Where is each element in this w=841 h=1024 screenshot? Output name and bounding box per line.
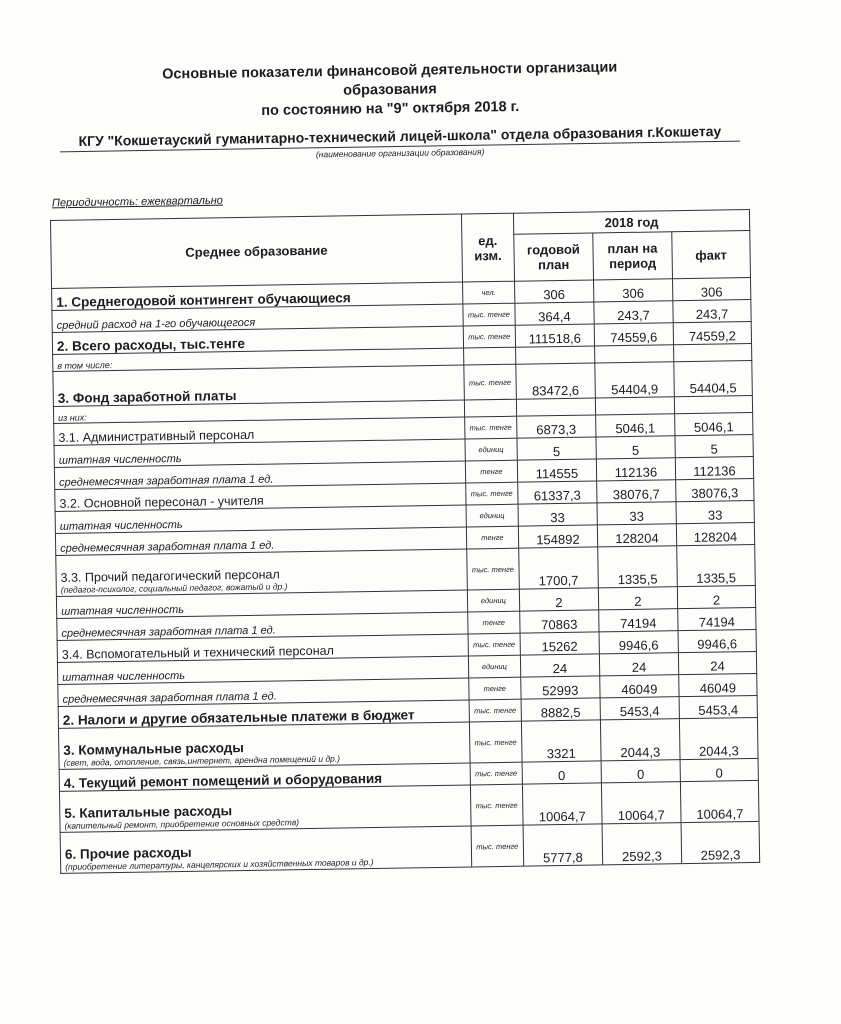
row-value-period: 306	[593, 279, 672, 302]
row-value-period	[595, 397, 674, 415]
row-value-period: 2592,3	[602, 823, 682, 865]
row-value-plan: 2	[519, 588, 598, 611]
row-unit: единиц	[466, 504, 518, 527]
header-name: Среднее образование	[51, 214, 463, 288]
row-value-plan: 154892	[518, 525, 597, 548]
periodicity-label: Периодичность: ежеквартально	[51, 194, 223, 210]
row-value-fact	[674, 395, 752, 413]
row-label: среднемесячная заработная плата 1 ед.	[60, 539, 275, 555]
indicators-table-wrapper	[50, 209, 760, 874]
row-value-period	[594, 345, 673, 363]
row-unit: единиц	[467, 589, 519, 612]
row-unit: тыс. тенге	[471, 825, 524, 867]
row-value-period: 128204	[597, 524, 676, 547]
row-unit: тыс. тенге	[470, 784, 523, 826]
row-value-plan: 0	[522, 761, 601, 784]
row-value-period: 74559,6	[594, 323, 673, 346]
row-unit: тыс. тенге	[464, 364, 517, 400]
header-fact: факт	[672, 231, 751, 279]
row-value-period: 5046,1	[596, 414, 675, 437]
row-unit: чел.	[462, 281, 514, 304]
row-sublabel: (свет, вода, отопление, связь,интернет, арендна помещений и др.)	[63, 753, 341, 768]
title-line-2: по состоянию на "9" октября 2018 г.	[261, 98, 520, 120]
row-unit	[463, 347, 515, 365]
row-unit: тыс. тенге	[469, 699, 521, 722]
row-value-fact: 2592,3	[681, 821, 760, 863]
row-unit: тыс. тенге	[463, 325, 515, 348]
row-unit: тыс. тенге	[470, 762, 522, 785]
row-value-period: 38076,7	[597, 480, 676, 503]
header-year: 2018 год	[513, 210, 749, 235]
row-label: в том числе:	[57, 360, 113, 371]
row-value-fact: 306	[672, 278, 750, 301]
row-label: из них:	[58, 412, 87, 423]
row-value-plan: 70863	[520, 610, 599, 633]
row-value-plan: 364,4	[515, 302, 594, 325]
row-value-period: 0	[601, 760, 680, 783]
row-sublabel: (приобретение литературы, канцелярских и хозяйственных товаров и др.)	[65, 856, 374, 872]
row-value-period: 10064,7	[601, 782, 681, 824]
row-value-fact: 5046,1	[675, 412, 753, 435]
row-value-period: 5453,4	[600, 697, 679, 720]
row-value-fact: 5453,4	[679, 695, 757, 718]
row-label: штатная численность	[58, 452, 182, 467]
row-label: средний расход на 1-го обучающегося	[56, 316, 256, 332]
row-label-cell	[60, 826, 471, 873]
row-value-plan: 52993	[521, 676, 600, 699]
row-unit: тенге	[465, 460, 517, 483]
row-value-period: 5	[596, 436, 675, 459]
row-value-fact: 9946,6	[678, 629, 756, 652]
row-value-period: 9946,6	[599, 631, 678, 654]
row-value-plan	[516, 398, 595, 416]
row-value-fact	[673, 343, 751, 361]
row-value-fact: 128204	[676, 522, 754, 545]
row-label: 5. Капитальные расходы	[64, 803, 233, 821]
row-label: 6. Прочие расходы	[64, 844, 192, 862]
row-value-period: 46049	[600, 675, 679, 698]
indicators-table	[50, 209, 760, 874]
row-sublabel: (педагог-психолог, социальный педагог, вожатый и др.)	[60, 581, 288, 595]
row-label: среднемесячная заработная плата 1 ед.	[59, 473, 274, 489]
row-value-fact: 2	[677, 585, 755, 608]
document-title	[120, 58, 661, 123]
row-unit: тенге	[468, 611, 520, 634]
row-label: 3.3. Прочий педагогический персонал	[60, 567, 280, 585]
header-plan-period: план на период	[593, 232, 673, 280]
row-value-fact: 38076,3	[676, 478, 754, 501]
row-unit: единиц	[468, 655, 520, 678]
table-body	[52, 278, 760, 874]
row-label-cell	[56, 549, 467, 596]
row-value-plan: 10064,7	[522, 783, 602, 825]
organization-name: КГУ "Кокшетауский гуманитарно-технический лицей-школа" отдела образования г.Кокшетау	[60, 123, 740, 153]
row-value-plan: 33	[518, 503, 597, 526]
row-unit: тыс. тенге	[464, 416, 516, 439]
row-label-cell	[58, 722, 469, 769]
header-unit: ед. изм.	[461, 213, 514, 282]
row-value-period: 243,7	[594, 301, 673, 324]
row-value-fact: 74194	[678, 607, 756, 630]
row-label: 1. Среднегодовой контингент обучающиеся	[56, 290, 351, 310]
row-value-period: 24	[599, 653, 678, 676]
row-value-plan: 306	[514, 280, 593, 303]
row-unit: тыс. тенге	[469, 721, 522, 763]
row-label: 3. Фонд заработной платы	[57, 388, 237, 406]
row-value-plan: 5	[517, 437, 596, 460]
row-label: среднемесячная заработная плата 1 ед.	[61, 624, 276, 640]
row-value-fact: 1335,5	[677, 544, 756, 586]
row-unit: тыс. тенге	[468, 633, 520, 656]
row-value-plan: 111518,6	[515, 324, 594, 347]
row-label: 2. Всего расходы, тыс.тенге	[56, 335, 246, 354]
row-value-period: 33	[597, 502, 676, 525]
row-value-period: 74194	[599, 609, 678, 632]
row-value-plan: 15262	[520, 632, 599, 655]
header-plan-year: годовой план	[514, 233, 594, 281]
row-label: 3.4. Вспомогательный и технический персонал	[61, 643, 334, 662]
row-value-fact: 243,7	[673, 300, 751, 323]
row-value-fact: 2044,3	[679, 717, 758, 759]
row-value-period: 1335,5	[598, 546, 678, 588]
row-value-plan: 83472,6	[516, 363, 596, 399]
row-unit: тенге	[469, 677, 521, 700]
row-value-plan: 3321	[521, 720, 601, 762]
row-value-plan: 6873,3	[516, 415, 595, 438]
row-label: 3.2. Основной пересонал - учителя	[59, 493, 264, 511]
row-value-plan: 8882,5	[521, 698, 600, 721]
row-label: штатная численность	[62, 669, 186, 684]
row-value-fact: 46049	[679, 673, 757, 696]
row-value-period: 2	[598, 587, 677, 610]
row-label: штатная численность	[59, 518, 183, 533]
row-unit: тыс. тенге	[463, 303, 515, 326]
row-label: среднемесячная заработная плата 1 ед.	[62, 690, 277, 706]
row-value-plan: 5777,8	[523, 824, 603, 866]
row-unit: тыс. тенге	[467, 548, 520, 590]
row-label-cell	[59, 785, 470, 832]
row-unit: тыс. тенге	[466, 482, 518, 505]
row-value-fact: 10064,7	[680, 780, 759, 822]
row-value-plan: 1700,7	[519, 547, 599, 589]
row-value-period: 54404,9	[595, 362, 675, 398]
row-sublabel: (капительный ремонт, приобретение основных средств)	[64, 817, 300, 831]
row-label: 3.1. Административный персонал	[58, 427, 255, 445]
row-value-plan: 114555	[517, 459, 596, 482]
row-value-fact: 54404,5	[674, 360, 753, 396]
row-label: 3. Коммунальные расходы	[63, 740, 244, 758]
row-value-plan: 61337,3	[518, 481, 597, 504]
organization-caption: (наименование организации образования)	[315, 146, 485, 160]
row-label: 4. Текущий ремонт помещений и оборудования	[63, 770, 383, 791]
title-line-1: Основные показатели финансовой деятельности организации образования	[162, 59, 618, 99]
row-value-fact: 112136	[675, 456, 753, 479]
row-value-fact: 33	[676, 500, 754, 523]
row-value-period: 2044,3	[600, 719, 680, 761]
row-unit: тенге	[466, 526, 518, 549]
organization-block	[60, 123, 740, 164]
row-label: 2. Налоги и другие обязательные платежи в бюджет	[62, 707, 415, 728]
row-value-plan: 24	[520, 654, 599, 677]
row-unit: единиц	[465, 438, 517, 461]
row-value-fact: 0	[680, 758, 758, 781]
row-label: штатная численность	[61, 603, 185, 618]
row-value-fact: 74559,2	[673, 321, 751, 344]
row-unit	[464, 399, 516, 417]
row-value-fact: 5	[675, 434, 753, 457]
row-value-plan	[515, 346, 594, 364]
row-value-period: 112136	[596, 458, 675, 481]
row-value-fact: 24	[678, 651, 756, 674]
